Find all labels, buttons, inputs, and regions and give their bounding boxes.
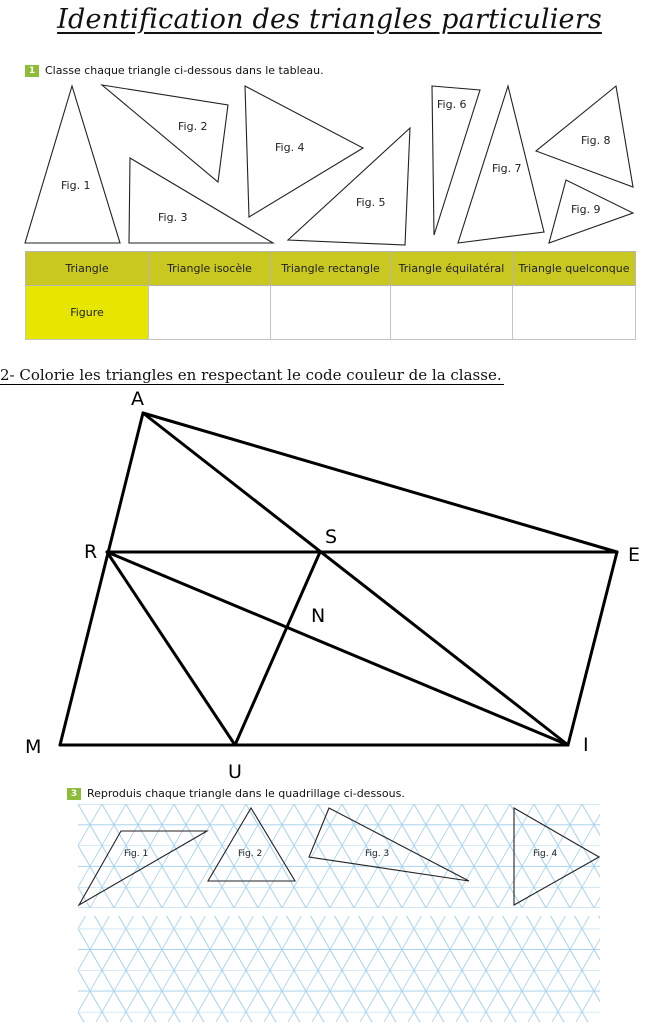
triangle-grid-area	[0, 800, 659, 1024]
triangle-grid-bottom	[78, 916, 600, 1022]
table-header-row	[26, 252, 636, 286]
segment-am	[60, 413, 143, 745]
table-header-quelconque: Triangle quelconque	[513, 252, 636, 286]
answer-cell-rectangle[interactable]	[271, 286, 391, 340]
table-header-isocele: Triangle isocèle	[149, 252, 271, 286]
classification-table	[25, 251, 636, 340]
answer-cell-quelconque[interactable]	[513, 286, 636, 340]
fig8-label: Fig. 8	[581, 134, 611, 147]
point-e-label: E	[628, 544, 641, 566]
triangle-fig1	[25, 86, 120, 243]
point-i-label: I	[583, 734, 589, 756]
segment-ei	[568, 552, 617, 745]
grid-fig2-label: Fig. 2	[238, 849, 263, 859]
exercise3-instruction-text: Reproduis chaque triangle dans le quadrillage ci-dessous.	[87, 787, 405, 800]
fig4-label: Fig. 4	[275, 141, 305, 154]
grid-fig1-label: Fig. 1	[124, 849, 149, 859]
exercise-number-badge: 3	[67, 788, 81, 800]
grid-fig4-label: Fig. 4	[533, 849, 558, 859]
exercise1-instruction-text: Classe chaque triangle ci-dessous dans le tableau.	[45, 64, 324, 77]
point-m-label: M	[25, 736, 42, 758]
segment-su	[235, 552, 320, 745]
segment-ae	[143, 413, 617, 552]
fig7-label: Fig. 7	[492, 162, 522, 175]
fig6-label: Fig. 6	[437, 98, 467, 111]
segment-ru	[107, 552, 235, 745]
fig5-label: Fig. 5	[356, 196, 386, 209]
geometry-figure	[0, 385, 659, 785]
point-u-label: U	[228, 761, 242, 783]
exercise3-instruction	[67, 787, 405, 800]
segment-ri	[107, 552, 568, 745]
page-title: Identification des triangles particuliers	[57, 4, 602, 35]
fig3-label: Fig. 3	[158, 211, 188, 224]
point-r-label: R	[84, 541, 98, 563]
exercise-number-badge: 1	[25, 65, 39, 77]
exercise2-instruction: 2- Colorie les triangles en respectant le code couleur de la classe.	[0, 366, 502, 384]
triangles-figure	[0, 0, 659, 250]
point-n-label: N	[311, 605, 326, 627]
triangle-grid-top	[78, 804, 600, 908]
table-row-label: Figure	[26, 286, 149, 340]
answer-cell-equilateral[interactable]	[391, 286, 513, 340]
fig2-label: Fig. 2	[178, 120, 208, 133]
point-s-label: S	[325, 526, 338, 548]
triangle-fig2	[102, 85, 228, 182]
table-header-rectangle: Triangle rectangle	[271, 252, 391, 286]
triangle-fig5	[288, 128, 410, 245]
table-header-equilateral: Triangle équilatéral	[391, 252, 513, 286]
grid-fig3-label: Fig. 3	[365, 849, 390, 859]
table-header-triangle: Triangle	[26, 252, 149, 286]
segment-ai	[143, 413, 568, 745]
triangle-fig3	[129, 158, 273, 243]
fig9-label: Fig. 9	[571, 203, 601, 216]
answer-cell-isocele[interactable]	[149, 286, 271, 340]
point-a-label: A	[131, 388, 144, 410]
table-row	[26, 286, 636, 340]
fig1-label: Fig. 1	[61, 179, 91, 192]
